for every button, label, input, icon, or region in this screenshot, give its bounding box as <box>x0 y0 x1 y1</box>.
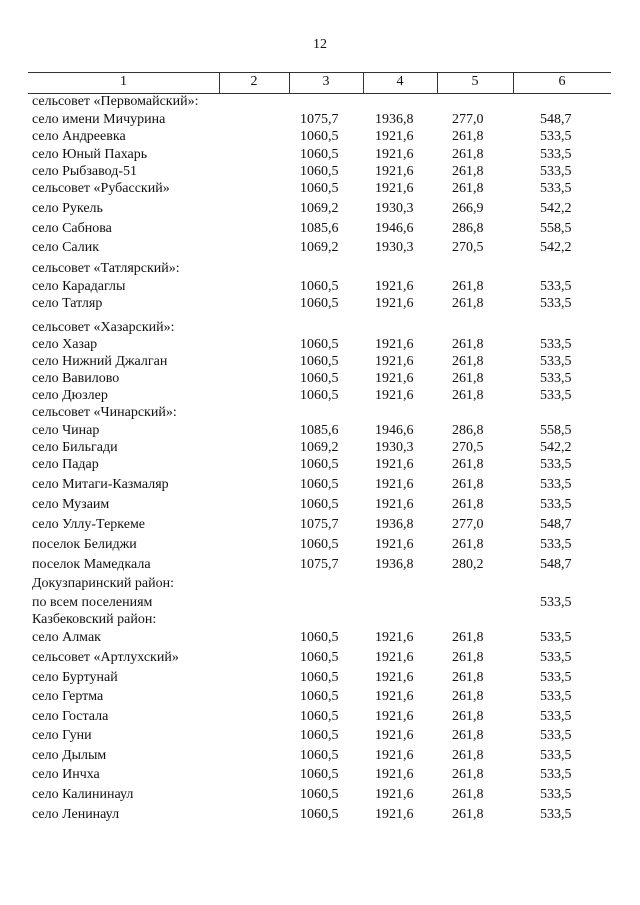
row-value-c6: 533,5 <box>540 181 572 196</box>
row-label: село Митаги-Казмаляр <box>32 477 169 492</box>
row-value-c5: 261,8 <box>452 630 484 645</box>
table-row <box>0 94 640 112</box>
row-value-c4: 1921,6 <box>375 748 414 763</box>
row-value-c6: 533,5 <box>540 595 572 610</box>
row-value-c4: 1921,6 <box>375 670 414 685</box>
table-row <box>0 440 640 458</box>
row-value-c6: 533,5 <box>540 354 572 369</box>
table-row <box>0 576 640 594</box>
table-row <box>0 337 640 355</box>
row-label: село Дюзлер <box>32 388 108 403</box>
table-row <box>0 112 640 130</box>
row-value-c5: 286,8 <box>452 221 484 236</box>
row-value-c5: 277,0 <box>452 517 484 532</box>
row-value-c5: 277,0 <box>452 112 484 127</box>
table-row <box>0 557 640 575</box>
table-row <box>0 497 640 515</box>
row-value-c4: 1921,6 <box>375 497 414 512</box>
row-value-c4: 1921,6 <box>375 337 414 352</box>
row-value-c4: 1936,8 <box>375 517 414 532</box>
row-value-c5: 261,8 <box>452 388 484 403</box>
table-row <box>0 670 640 688</box>
row-value-c4: 1946,6 <box>375 423 414 438</box>
row-value-c6: 533,5 <box>540 279 572 294</box>
row-value-c5: 261,8 <box>452 181 484 196</box>
row-value-c6: 533,5 <box>540 787 572 802</box>
row-value-c6: 533,5 <box>540 129 572 144</box>
table-row <box>0 371 640 389</box>
row-value-c5: 261,8 <box>452 354 484 369</box>
row-value-c5: 261,8 <box>452 670 484 685</box>
row-value-c6: 533,5 <box>540 371 572 386</box>
row-value-c5: 261,8 <box>452 371 484 386</box>
row-value-c4: 1930,3 <box>375 240 414 255</box>
row-value-c6: 533,5 <box>540 630 572 645</box>
row-value-c5: 266,9 <box>452 201 484 216</box>
row-label: село Уллу-Теркеме <box>32 517 146 532</box>
row-value-c3: 1085,6 <box>300 423 339 438</box>
table-row <box>0 748 640 766</box>
row-label: по всем поселениям <box>32 595 153 610</box>
row-value-c4: 1921,6 <box>375 164 414 179</box>
row-value-c6: 533,5 <box>540 728 572 743</box>
table-row <box>0 405 640 423</box>
row-value-c3: 1069,2 <box>300 240 339 255</box>
row-value-c4: 1930,3 <box>375 440 414 455</box>
row-label: село Гертма <box>32 689 104 704</box>
table-row <box>0 709 640 727</box>
row-label: село Рыбзавод-51 <box>32 164 138 179</box>
table-row <box>0 181 640 199</box>
row-label: село Рукель <box>32 201 103 216</box>
table-row <box>0 423 640 441</box>
row-label: село Вавилово <box>32 371 120 386</box>
row-value-c4: 1946,6 <box>375 221 414 236</box>
row-value-c3: 1060,5 <box>300 748 339 763</box>
row-label: село Салик <box>32 240 100 255</box>
row-value-c3: 1060,5 <box>300 670 339 685</box>
row-value-c5: 280,2 <box>452 557 484 572</box>
table-row <box>0 767 640 785</box>
row-value-c6: 533,5 <box>540 477 572 492</box>
column-header-3: 3 <box>322 74 330 89</box>
table-row <box>0 240 640 258</box>
row-label: село имени Мичурина <box>32 112 166 127</box>
row-label: Докузпаринский район: <box>32 576 174 591</box>
row-label: село Андреевка <box>32 129 126 144</box>
row-value-c6: 548,7 <box>540 517 572 532</box>
row-label: село Хазар <box>32 337 98 352</box>
row-value-c5: 261,8 <box>452 767 484 782</box>
row-label: село Ленинаул <box>32 807 120 822</box>
row-value-c6: 533,5 <box>540 457 572 472</box>
row-value-c4: 1921,6 <box>375 728 414 743</box>
row-value-c5: 261,8 <box>452 748 484 763</box>
row-value-c5: 261,8 <box>452 497 484 512</box>
row-label: село Гостала <box>32 709 109 724</box>
row-value-c4: 1921,6 <box>375 147 414 162</box>
row-value-c3: 1060,5 <box>300 181 339 196</box>
row-value-c3: 1060,5 <box>300 296 339 311</box>
row-value-c4: 1921,6 <box>375 709 414 724</box>
row-value-c3: 1060,5 <box>300 728 339 743</box>
row-value-c6: 533,5 <box>540 807 572 822</box>
table-row <box>0 537 640 555</box>
table-row <box>0 129 640 147</box>
row-label: село Нижний Джалган <box>32 354 168 369</box>
row-value-c5: 261,8 <box>452 537 484 552</box>
row-value-c5: 261,8 <box>452 787 484 802</box>
row-value-c3: 1060,5 <box>300 650 339 665</box>
row-label: сельсовет «Чинарский»: <box>32 405 177 420</box>
row-value-c6: 533,5 <box>540 767 572 782</box>
table-row <box>0 612 640 630</box>
row-value-c3: 1069,2 <box>300 440 339 455</box>
row-value-c6: 533,5 <box>540 650 572 665</box>
row-value-c5: 261,8 <box>452 689 484 704</box>
row-value-c3: 1060,5 <box>300 767 339 782</box>
row-value-c4: 1930,3 <box>375 201 414 216</box>
table-row <box>0 388 640 406</box>
row-label: село Чинар <box>32 423 100 438</box>
row-label: сельсовет «Первомайский»: <box>32 94 199 109</box>
table-row <box>0 457 640 475</box>
row-value-c5: 261,8 <box>452 164 484 179</box>
row-value-c4: 1936,8 <box>375 112 414 127</box>
row-value-c3: 1060,5 <box>300 630 339 645</box>
row-value-c3: 1060,5 <box>300 388 339 403</box>
row-value-c4: 1921,6 <box>375 457 414 472</box>
table-row <box>0 164 640 182</box>
row-value-c4: 1921,6 <box>375 129 414 144</box>
row-label: село Гуни <box>32 728 92 743</box>
row-value-c5: 261,8 <box>452 457 484 472</box>
row-label: село Буртунай <box>32 670 118 685</box>
row-value-c3: 1075,7 <box>300 517 339 532</box>
row-value-c5: 270,5 <box>452 440 484 455</box>
row-value-c3: 1075,7 <box>300 557 339 572</box>
row-value-c3: 1075,7 <box>300 112 339 127</box>
row-value-c6: 533,5 <box>540 147 572 162</box>
row-value-c3: 1060,5 <box>300 497 339 512</box>
row-value-c6: 542,2 <box>540 201 572 216</box>
column-header-1: 1 <box>120 74 127 89</box>
row-value-c6: 558,5 <box>540 221 572 236</box>
table-row <box>0 201 640 219</box>
row-value-c3: 1060,5 <box>300 807 339 822</box>
row-value-c5: 261,8 <box>452 337 484 352</box>
row-value-c4: 1921,6 <box>375 388 414 403</box>
table-row <box>0 147 640 165</box>
row-value-c5: 261,8 <box>452 296 484 311</box>
row-value-c5: 286,8 <box>452 423 484 438</box>
row-value-c6: 558,5 <box>540 423 572 438</box>
row-value-c6: 533,5 <box>540 748 572 763</box>
row-value-c5: 261,8 <box>452 147 484 162</box>
row-value-c4: 1921,6 <box>375 371 414 386</box>
row-value-c6: 533,5 <box>540 388 572 403</box>
table-row <box>0 296 640 314</box>
row-value-c5: 261,8 <box>452 709 484 724</box>
table-header <box>0 0 640 100</box>
row-label: село Дылым <box>32 748 107 763</box>
table-row <box>0 354 640 372</box>
table-row <box>0 595 640 613</box>
row-value-c4: 1921,6 <box>375 689 414 704</box>
row-value-c6: 533,5 <box>540 709 572 724</box>
row-value-c6: 533,5 <box>540 296 572 311</box>
row-value-c6: 542,2 <box>540 440 572 455</box>
table-row <box>0 787 640 805</box>
row-value-c6: 533,5 <box>540 497 572 512</box>
row-label: село Карадаглы <box>32 279 126 294</box>
row-value-c3: 1060,5 <box>300 371 339 386</box>
row-value-c5: 261,8 <box>452 650 484 665</box>
row-label: село Юный Пахарь <box>32 147 148 162</box>
table-row <box>0 517 640 535</box>
column-header-2: 2 <box>250 74 258 89</box>
row-value-c4: 1921,6 <box>375 537 414 552</box>
row-value-c4: 1921,6 <box>375 787 414 802</box>
table-row <box>0 728 640 746</box>
row-value-c5: 261,8 <box>452 728 484 743</box>
row-value-c3: 1060,5 <box>300 337 339 352</box>
row-value-c6: 533,5 <box>540 164 572 179</box>
row-value-c3: 1060,5 <box>300 537 339 552</box>
row-value-c4: 1921,6 <box>375 630 414 645</box>
row-value-c4: 1921,6 <box>375 650 414 665</box>
row-value-c6: 533,5 <box>540 337 572 352</box>
row-value-c3: 1060,5 <box>300 279 339 294</box>
table-row <box>0 221 640 239</box>
row-label: село Бильгади <box>32 440 118 455</box>
row-label: сельсовет «Артлухский» <box>32 650 179 665</box>
header-top-rule <box>28 72 611 73</box>
row-value-c3: 1060,5 <box>300 129 339 144</box>
row-value-c4: 1921,6 <box>375 477 414 492</box>
row-value-c5: 261,8 <box>452 279 484 294</box>
page-number: 12 <box>313 37 327 52</box>
table-row <box>0 320 640 338</box>
row-label: Казбековский район: <box>32 612 157 627</box>
row-label: сельсовет «Хазарский»: <box>32 320 175 335</box>
table-row <box>0 477 640 495</box>
row-value-c6: 548,7 <box>540 112 572 127</box>
row-value-c5: 261,8 <box>452 129 484 144</box>
row-value-c4: 1921,6 <box>375 279 414 294</box>
table-row <box>0 650 640 668</box>
row-value-c4: 1921,6 <box>375 296 414 311</box>
row-value-c6: 533,5 <box>540 670 572 685</box>
column-header-5: 5 <box>471 74 479 89</box>
column-header-6: 6 <box>558 74 566 89</box>
row-label: село Музаим <box>32 497 110 512</box>
row-value-c4: 1921,6 <box>375 767 414 782</box>
row-value-c3: 1060,5 <box>300 457 339 472</box>
row-value-c4: 1921,6 <box>375 354 414 369</box>
table-row <box>0 279 640 297</box>
row-value-c3: 1060,5 <box>300 689 339 704</box>
column-header-4: 4 <box>396 74 404 89</box>
row-value-c3: 1060,5 <box>300 787 339 802</box>
table-row <box>0 807 640 825</box>
row-label: село Алмак <box>32 630 101 645</box>
row-value-c6: 533,5 <box>540 689 572 704</box>
row-value-c3: 1069,2 <box>300 201 339 216</box>
row-value-c3: 1060,5 <box>300 147 339 162</box>
row-value-c4: 1921,6 <box>375 807 414 822</box>
row-label: сельсовет «Татлярский»: <box>32 261 180 276</box>
row-label: село Падар <box>32 457 99 472</box>
row-label: село Сабнова <box>32 221 112 236</box>
row-value-c3: 1060,5 <box>300 354 339 369</box>
table-row <box>0 630 640 648</box>
table-row <box>0 689 640 707</box>
row-label: село Татляр <box>32 296 103 311</box>
row-value-c6: 542,2 <box>540 240 572 255</box>
row-label: поселок Белиджи <box>32 537 137 552</box>
row-value-c4: 1936,8 <box>375 557 414 572</box>
row-value-c5: 261,8 <box>452 477 484 492</box>
table-row <box>0 261 640 279</box>
row-value-c3: 1060,5 <box>300 164 339 179</box>
row-value-c5: 270,5 <box>452 240 484 255</box>
row-value-c4: 1921,6 <box>375 181 414 196</box>
row-label: поселок Мамедкала <box>32 557 151 572</box>
row-value-c5: 261,8 <box>452 807 484 822</box>
row-value-c3: 1060,5 <box>300 709 339 724</box>
row-value-c3: 1060,5 <box>300 477 339 492</box>
row-value-c6: 533,5 <box>540 537 572 552</box>
row-label: село Инчха <box>32 767 100 782</box>
row-value-c6: 548,7 <box>540 557 572 572</box>
row-label: сельсовет «Рубасский» <box>32 181 170 196</box>
row-value-c3: 1085,6 <box>300 221 339 236</box>
row-label: село Калининаул <box>32 787 134 802</box>
